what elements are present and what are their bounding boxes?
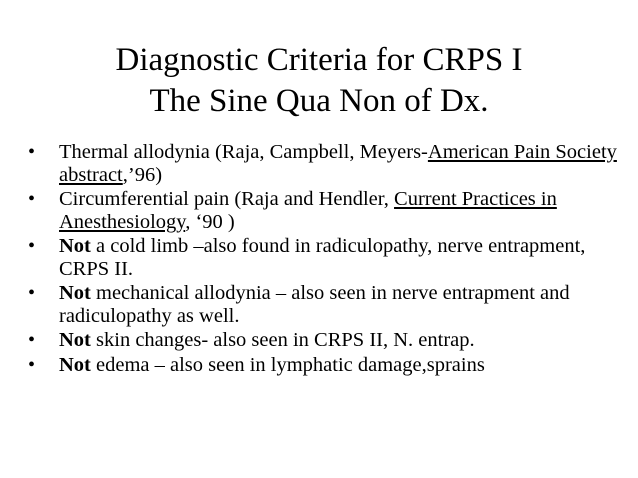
bullet-bold-word: Not [59,329,91,351]
bullet-bold-word: Not [59,235,91,257]
title-line-1: Diagnostic Criteria for CRPS I [115,42,523,78]
bullet-dot: • [28,353,36,376]
bullet-dot: • [28,282,36,304]
bullet-not-edema [28,354,628,377]
bullet-thermal-allodynia [28,141,628,186]
bullet-text: ,’96) [122,163,163,186]
bullet-text: edema – also seen in lymphatic damage,sprains [90,353,485,376]
bullet-not-cold-limb [28,235,628,280]
bullet-bold-word: Not [59,282,91,304]
bullet-dot: • [28,188,36,210]
slide-title [0,40,638,122]
title-line-2: The Sine Qua Non of Dx. [149,83,489,119]
bullet-circumferential-pain [28,188,628,233]
bullet-text: skin changes- also seen in CRPS II, N. entrap. [90,329,475,351]
bullet-text: mechanical allodynia – also seen in nerve entrapment and radiculopathy as well. [59,282,570,327]
bullet-text: Thermal allodynia (Raja, Campbell, Meyers- [59,141,428,163]
bullet-list [28,141,628,378]
bullet-text: a cold limb –also found in radiculopathy, nerve entrapment, CRPS II. [59,235,586,280]
bullet-bold-word: Not [59,353,91,376]
bullet-not-mechanical-allodynia [28,282,628,327]
bullet-dot: • [28,141,36,163]
bullet-text: , ‘90 ) [185,210,235,233]
citation-underlined: Current Practices in Anesthesiology [59,188,557,233]
bullet-dot: • [28,329,36,351]
bullet-dot: • [28,235,36,257]
bullet-text: Circumferential pain (Raja and Hendler, [59,188,395,210]
citation-underlined: American Pain Society abstract [59,141,617,186]
bullet-not-skin-changes [28,329,628,352]
